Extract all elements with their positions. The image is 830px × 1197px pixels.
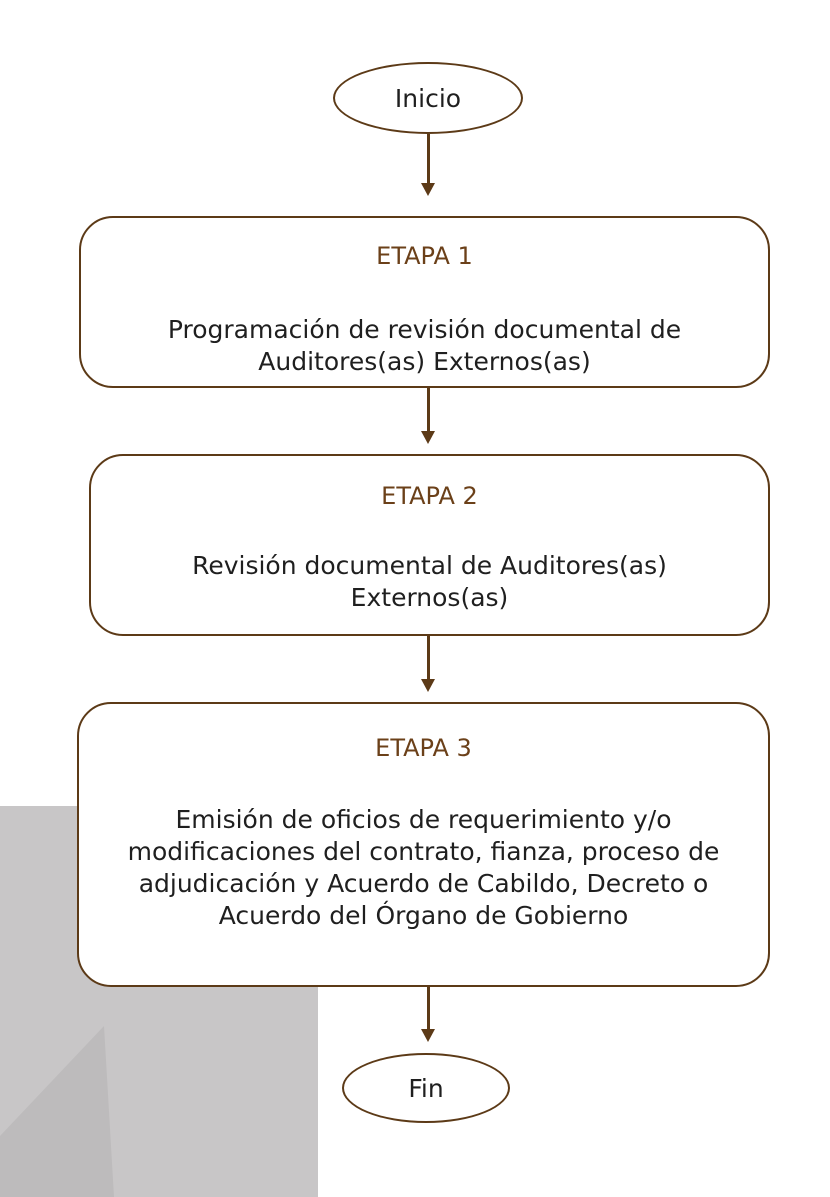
start-label: Inicio	[394, 83, 462, 113]
stage-1-box	[79, 216, 770, 388]
arrow-start-to-stage-1	[421, 134, 435, 196]
stage-3-title: ETAPA 3	[375, 734, 472, 762]
stage-1-title: ETAPA 1	[376, 242, 473, 270]
arrow-stage-2-to-stage-3	[421, 636, 435, 692]
end-label: Fin	[408, 1073, 444, 1103]
stage-1-text: Programación de revisión documental de Auditores(as) Externos(as)	[167, 315, 682, 376]
stage-3-text: Emisión de oficios de requerimiento y/o modificaciones del contrato, fianza, proceso de adjudicación y Acuerdo de Cabildo, Decreto o Acuerdo del Órgano de Gobierno	[127, 805, 720, 930]
stage-2-box	[89, 454, 770, 636]
start-terminal	[333, 62, 523, 134]
stage-2-title: ETAPA 2	[381, 482, 478, 510]
arrow-stage-1-to-stage-2	[421, 388, 435, 444]
arrow-stage-3-to-end	[421, 987, 435, 1042]
stage-3-box	[77, 702, 770, 987]
end-terminal	[342, 1053, 510, 1123]
stage-2-text: Revisión documental de Auditores(as) Externos(as)	[192, 551, 667, 612]
